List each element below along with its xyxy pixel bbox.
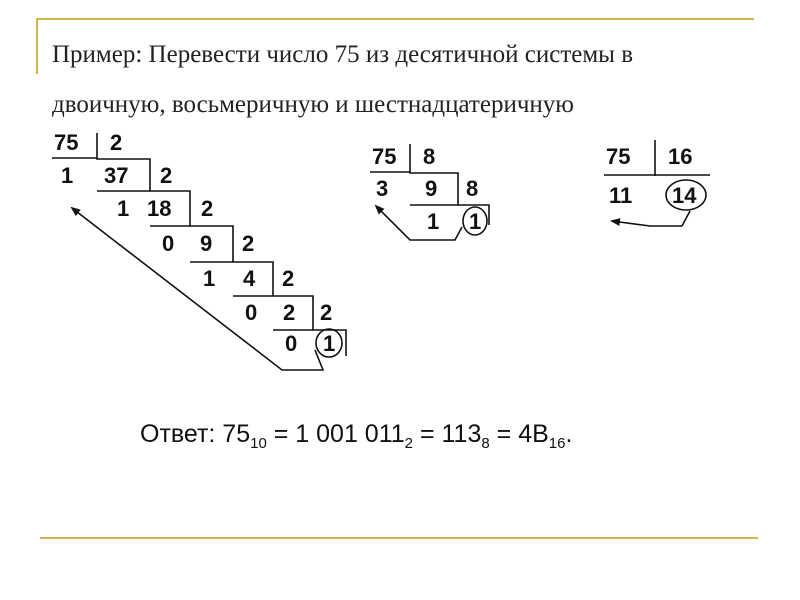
binary-remainder-3: 0 [162, 231, 175, 256]
hex-divisor: 16 [668, 144, 693, 169]
binary-quotient-3: 9 [200, 231, 213, 256]
binary-quotient-4: 4 [243, 266, 256, 291]
title-line-1: Пример: Перевести число 75 из десятичной системы в [52, 41, 634, 68]
octal-divisor-2: 8 [466, 176, 479, 201]
binary-remainder-6: 0 [285, 331, 298, 356]
answer-base-10: 10 [250, 435, 267, 452]
octal-dividend-1: 75 [372, 144, 397, 169]
answer-hex: = 4B [489, 420, 549, 448]
octal-division-numbers [372, 144, 481, 234]
answer-base-2: 2 [404, 435, 414, 452]
binary-remainder-4: 1 [203, 266, 216, 291]
hex-division-numbers [606, 144, 697, 208]
answer-binary: = 1 001 011 [266, 420, 405, 448]
binary-remainder-1: 1 [61, 163, 74, 188]
binary-division [52, 133, 346, 370]
octal-remainder-1: 3 [376, 176, 389, 201]
octal-remainder-2: 1 [427, 209, 440, 234]
answer-suffix: . [565, 420, 573, 448]
binary-divisor-5: 2 [282, 266, 295, 291]
binary-quotient-2: 18 [147, 196, 172, 221]
binary-divisor-6: 2 [320, 300, 333, 325]
answer-prefix: Ответ: 75 [140, 420, 251, 448]
binary-divisor-3: 2 [201, 196, 214, 221]
hex-remainder: 11 [609, 183, 633, 208]
binary-remainder-5: 0 [245, 300, 258, 325]
title-line-2: двоичную, восьмеричную и шестнадцатеричную [52, 91, 574, 118]
binary-dividend-1: 75 [54, 130, 79, 155]
answer-base-8: 8 [481, 435, 490, 452]
binary-quotient-5: 2 [283, 300, 296, 325]
binary-final-quotient: 1 [323, 331, 336, 356]
octal-divisor-1: 8 [423, 144, 436, 169]
answer-line [140, 420, 573, 452]
octal-quotient-1: 9 [425, 176, 438, 201]
binary-divisor-1: 2 [110, 130, 123, 155]
hex-quotient: 14 [672, 183, 697, 208]
octal-read-arrow [376, 206, 462, 240]
octal-final-quotient: 1 [469, 209, 482, 234]
binary-quotient-1: 37 [104, 163, 129, 188]
answer-octal: = 113 [413, 420, 482, 448]
binary-remainder-2: 1 [117, 196, 130, 221]
binary-divisor-2: 2 [160, 163, 173, 188]
hex-read-arrow [612, 211, 690, 226]
answer-base-16: 16 [548, 435, 566, 452]
hex-dividend: 75 [606, 144, 631, 169]
binary-divisor-4: 2 [242, 231, 255, 256]
binary-division-numbers [54, 130, 335, 356]
